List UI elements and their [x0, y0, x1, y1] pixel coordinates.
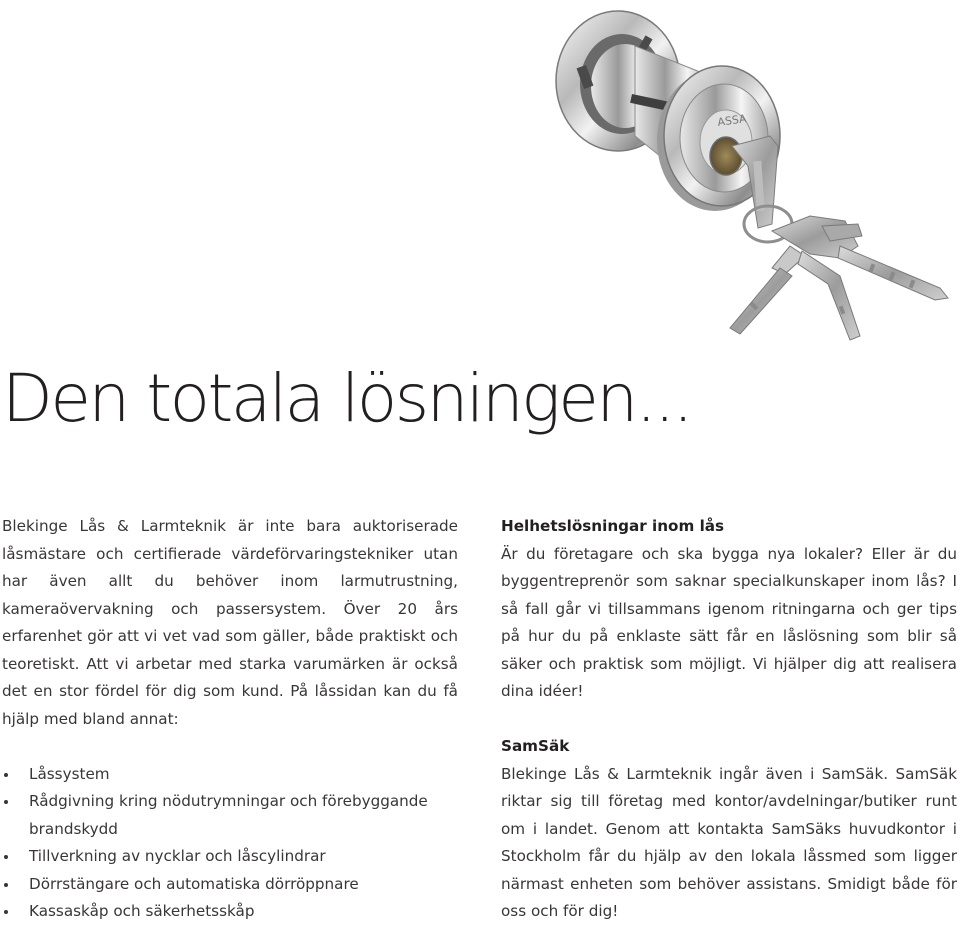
intro-paragraph: Blekinge Lås & Larmteknik är inte bara auktoriserade låsmästare och certifierade värdeförvaringstekniker utan har även allt du behöver inom larmutrustning, kameraövervakning och passersystem. Över 20 års erfarenhet gör att vi vet vad som gäller, både praktiskt och teoretiskt. Att vi arbetar med starka varumärken är också det en stor fördel för dig som kund. På låssidan kan du få hjälp med bland annat: — [2, 517, 458, 728]
list-item: Rådgivning kring nödutrymningar och förebyggande brandskydd — [2, 788, 458, 843]
page-title: Den totala lösningen... — [2, 360, 692, 437]
list-item: Låssystem — [2, 761, 458, 789]
list-item: Kassaskåp och säkerhetsskåp — [2, 898, 458, 926]
left-column — [2, 513, 458, 926]
section-heading-helhetslosningar: Helhetslösningar inom lås — [501, 517, 725, 535]
hero-logo: ASSA — [716, 112, 748, 129]
section-text-samsak: Blekinge Lås & Larmteknik ingår även i SamSäk. SamSäk riktar sig till företag med kontor/avdelningar/butiker runt om i landet. Genom att kontakta SamSäks huvudkontor i Stockholm får du hjälp av den lokala låssmed som ligger närmast enheten som behöver assistans. Smidigt både för oss och för dig! — [501, 764, 957, 920]
right-column — [501, 513, 957, 926]
lock-and-keys-image — [540, 6, 960, 346]
services-list — [2, 761, 458, 926]
list-item: Tillverkning av nycklar och låscylindrar — [2, 843, 458, 871]
section-heading-samsak: SamSäk — [501, 737, 570, 755]
list-item: Dörrstängare och automatiska dörröppnare — [2, 871, 458, 899]
section-text-helhetslosningar: Är du företagare och ska bygga nya lokaler? Eller är du byggentreprenör som saknar specialkunskaper inom lås? I så fall går vi tillsammans igenom ritningarna och ger tips på hur du på enklaste sätt får en låslösning som blir så säker och praktisk som möjligt. Vi hjälper dig att realisera dina idéer! — [501, 544, 957, 700]
